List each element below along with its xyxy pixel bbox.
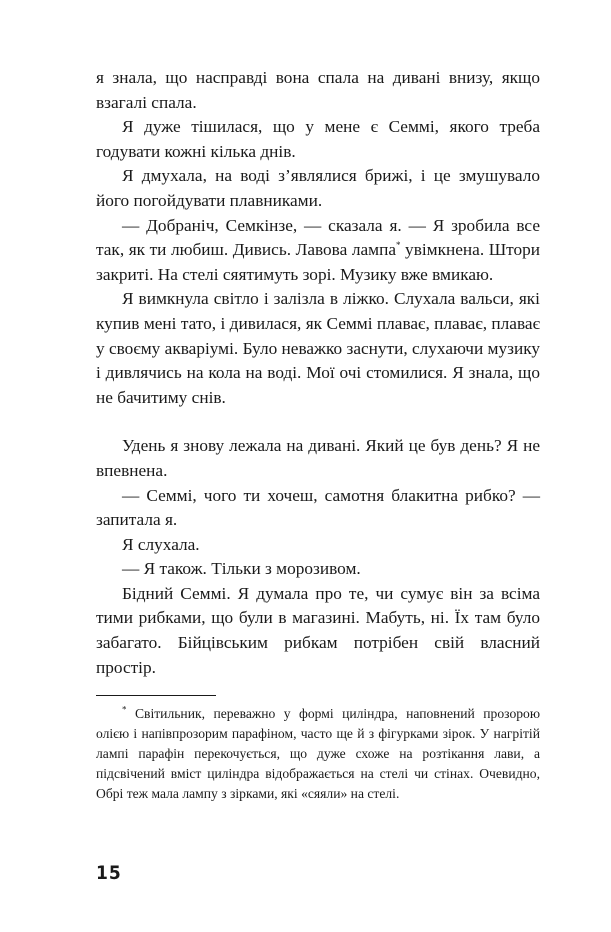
paragraph: Бідний Семмі. Я думала про те, чи сумує він за всіма тими рибками, що були в магазині. Мабуть, ні. Їх там було забагато. Бійцівським рибкам потрібен свій власний простір. [96,583,540,677]
paragraph: Я вимкнула світло і залізла в ліжко. Слухала вальси, які купив мені тато, і дивилася, як Семмі плаває, плаває, плаває у своєму акваріумі. Було неважко заснути, слухаючи музику і дивлячись на кола на воді. Мої очі стомилися. Я знала, що не бачитиму снів. [96,289,540,407]
paragraph: Я дмухала, на воді з’являлися брижі, і це змушувало його погойдувати плавниками. [96,166,540,210]
footnote-reference[interactable]: * [396,240,401,251]
page-body [96,66,540,804]
paragraph: Я слухала. [122,534,200,554]
paragraph: Удень я знову лежала на дивані. Який це був день? Я не впевнена. [96,436,540,480]
dialogue-text: — Добраніч, Семкінзе, — сказала я. — Я зробила все так, як ти любиш. Дивись. Лавова лампа [96,215,540,260]
section-break [96,410,540,434]
dialogue-paragraph [96,214,540,288]
paragraph: — Я також. Тільки з морозивом. [122,559,361,579]
footnote-text: Світильник, переважно у формі циліндра, наповнений прозорою олією і напівпрозорим парафіном, часто ще й з фігурками зірок. У нагрітій лампі парафін перекочується, що дуже схоже на розтікання лави, а підсвічений вміст циліндра відображається на стелі чи стінах. Очевидно, Обрі теж мала лампу з зірками, які «сяяли» на стелі. [96,706,540,802]
footnote [96,704,540,804]
dialogue-text: увімкнена. Штори закриті. На стелі сяятимуть зорі. Музику вже вмикаю. [96,240,540,284]
footnote-mark: * [122,704,127,715]
paragraph: я знала, що насправді вона спала на дивані внизу, якщо взагалі спала. [96,68,540,112]
footnote-divider [96,695,216,696]
paragraph: Я дуже тішилася, що у мене є Семмі, якого треба годувати кожні кілька днів. [96,117,540,161]
paragraph: — Семмі, чого ти хочеш, самотня блакитна рибко? — запитала я. [96,485,540,530]
page-number: 15 [96,862,122,884]
